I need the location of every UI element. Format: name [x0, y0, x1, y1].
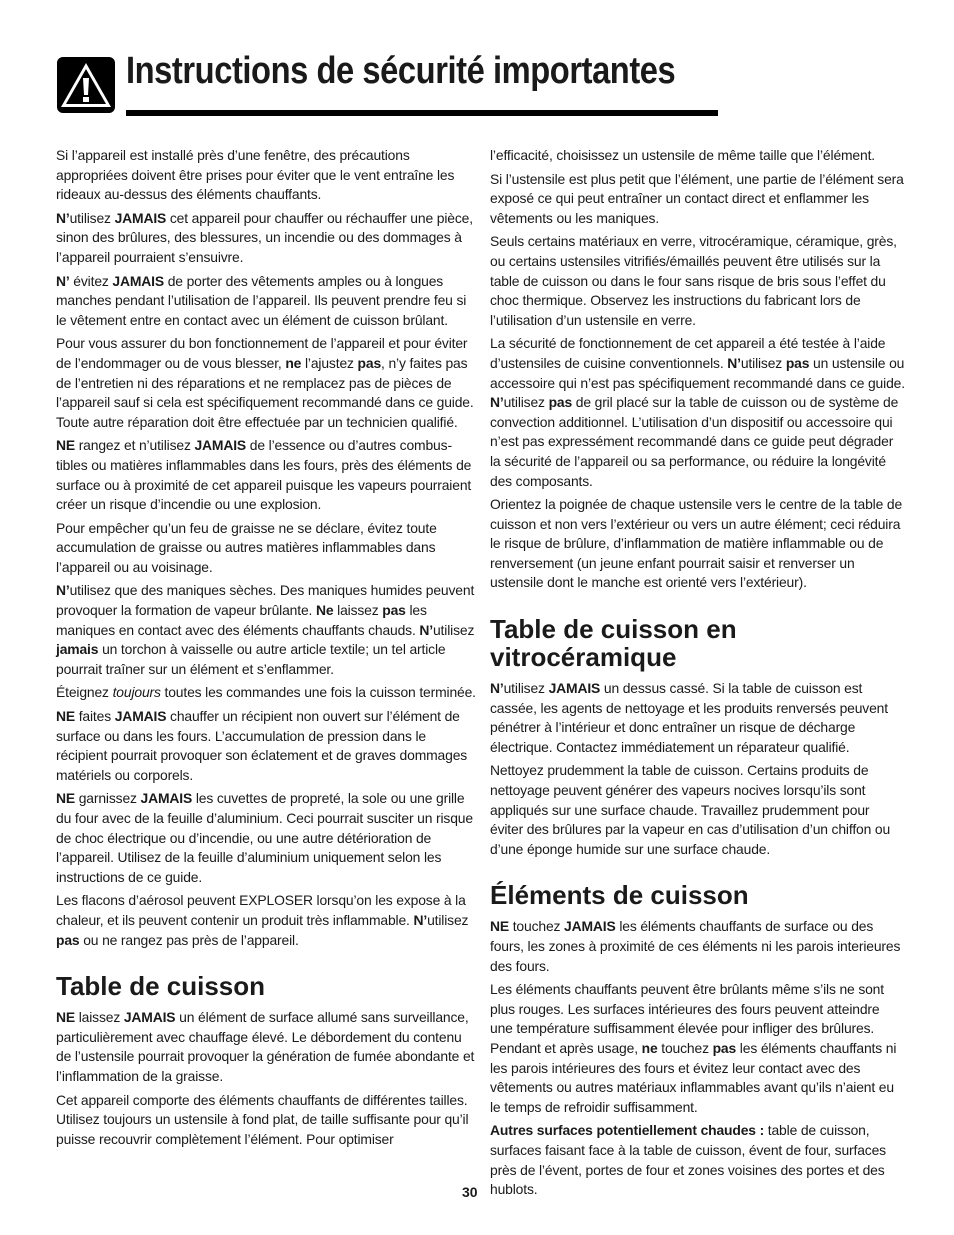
paragraph: N’utilisez JAMAIS un dessus cassé. Si la table de cuisson est cassée, les agents de nettoyage et les produits renversés peuvent pénétrer à l’intérieur et donc entraîner un risque de décharge électrique. Contactez immédiatement un réparateur qualifié. [490, 680, 888, 755]
left-column [56, 146, 476, 1153]
paragraph: N’ évitez JAMAIS de porter des vêtements amples ou à longues manches pendant l’utilisation de l’appareil. Ils peuvent prendre feu si le vêtement entre en contact avec un élément de cuisson brûlant. [56, 272, 467, 328]
paragraph: Orientez la poignée de chaque ustensile vers le centre de la table de cuisson et non vers l’extérieur ou vers un autre élément; ceci réduira le risque de brûlure, d’inflammation de matière inflammable ou de renversement (un jeune enfant pourrait saisir et renverser un ustensile dont le manche est orienté vers l’extérieur). [490, 496, 903, 591]
section-heading-elements-de-cuisson: Éléments de cuisson [490, 880, 749, 911]
right-column [490, 146, 905, 1204]
paragraph: La sécurité de fonctionnement de cet appareil a été testée à l’aide d’ustensiles de cuisine conventionnels. N’utilisez pas un ustensile ou accessoire qui n’est pas spécifiquement recommandé dans ce guide. N’utilisez pas de gril placé sur la table de cuisson ou de système de convection additionnel. L’utilisation d’un dispositif ou accessoire qui n’est pas expressément recommandé dans ce guide peut dégrader la sécurité de l’appareil ou sa performance, ou réduire la longévité des composants. [490, 335, 905, 489]
paragraph: Pour vous assurer du bon fonctionnement de l’appareil et pour éviter de l’endommager ou de vous blesser, ne l’ajustez pas, n’y faites pas de l’entretien ni des réparations et ne remplacez pas de pièces de l’appareil sauf si cela est spécifiquement recommandé dans ce guide. Toute autre réparation doit être effectuée par un technicien qualifié. [56, 335, 474, 430]
paragraph: Éteignez toujours toutes les commandes une fois la cuisson terminée. [56, 684, 476, 701]
paragraph: N’utilisez JAMAIS cet appareil pour chauffer ou réchauffer une pièce, sinon des brûlures, des blessures, un incendie ou des dommages à l’appareil pourraient s’ensuivre. [56, 209, 473, 265]
paragraph: Si l’ustensile est plus petit que l’élément, une partie de l’élément sera exposé ce qui peut entraîner un contact direct et enflammer les vêtements ou les maniques. [490, 170, 904, 226]
paragraph: NE faites JAMAIS chauffer un récipient non ouvert sur l’élément de surface ou dans les fours. L’accumulation de pression dans le récipient pourrait provoquer son éclatement et de graves dommages matériels ou corporels. [56, 708, 468, 783]
page-title: Instructions de sécurité importantes [126, 50, 676, 92]
section-heading-table-de-cuisson: Table de cuisson [56, 971, 266, 1002]
paragraph: NE rangez et n’utilisez JAMAIS de l’essence ou d’autres combustibles ou matières inflammables dans les fours, près des éléments de surface ou à proximité de cet appareil puisque les vapeurs pourraient créer un risque d’incendie ou une explosion. [56, 437, 472, 513]
paragraph: Si l’appareil est installé près d’une fenêtre, des précautions appropriées doivent être prises pour éviter que le vent entraîne les rideaux au-dessus des éléments chauffants. [56, 147, 455, 203]
paragraph: Pour empêcher qu’un feu de graisse ne se déclare, évitez toute accumulation de graisse ou autres matières inflammables dans l’appareil ou au voisinage. [56, 519, 437, 575]
title-rule [126, 110, 718, 116]
paragraph: N’utilisez que des maniques sèches. Des maniques humides peuvent provoquer la formation de vapeur brûlante. Ne laissez pas les maniques en contact avec des éléments chauffants chauds. N’utilisez jamais un torchon à vaisselle ou autre article textile; un tel article pourrait traîner sur un élément et s’enflammer. [56, 582, 475, 677]
paragraph: NE garnissez JAMAIS les cuvettes de propreté, la sole ou une grille du four avec de la feuille d’aluminium. Ceci pourrait susciter un risque de choc électrique ou d’incendie, ou une autre détérioration de l’appareil. Utilisez de la feuille d’aluminium uniquement selon les instructions de ce guide. [56, 790, 473, 885]
paragraph: NE touchez JAMAIS les éléments chauffants de surface ou des fours, les zones à proximité de ces éléments ni les parois interieures des fours. [490, 918, 901, 974]
paragraph: Autres surfaces potentiellement chaudes : table de cuisson, surfaces faisant face à la table de cuisson, évent de four, surfaces près de l’évent, portes de four et zones voisines des portes et des hublots. [490, 1122, 886, 1198]
warning-icon [56, 56, 116, 114]
paragraph: Les éléments chauffants peuvent être brûlants même s’ils ne sont plus rouges. Les surfaces intérieures des fours peuvent atteindre une température suffisamment élevée pour infliger des brûlures. Pendant et après usage, ne touchez pas les éléments chauffants ni les parois intérieures des fours et évitez leur contact avec des vêtements ou autres matériaux inflammables avant qu’ils n’aient eu le temps de refroidir suffisamment. [490, 981, 897, 1115]
page-number: 30 [462, 1184, 478, 1200]
page-header [56, 48, 718, 120]
paragraph: l’efficacité, choisissez un ustensile de même taille que l’élément. [490, 147, 876, 163]
paragraph: Cet appareil comporte des éléments chauffants de différentes tailles. Utilisez toujours un ustensile à fond plat, de taille suffisante pour qu’il puisse recouvrir complètement l’élément. Pour optimiser [56, 1091, 469, 1147]
paragraph: Seuls certains matériaux en verre, vitrocéramique, céramique, grès, ou certains ustensiles vitrifiés/émaillés peuvent être utilisés sur la table de cuisson ou dans le four sans risque de bris sous l’effet du choc thermique. Observez les instructions du fabricant lors de l’utilisation d’un ustensile en verre. [490, 233, 897, 328]
paragraph: Nettoyez prudemment la table de cuisson. Certains produits de nettoyage peuvent générer des vapeurs nocives lorsqu’ils sont appliqués sur une surface chaude. Travaillez prudemment pour éviter des brûlures par la vapeur en cas d’utilisation d’un chiffon ou d’une éponge humide sur une surface chaude. [490, 762, 891, 857]
paragraph: NE laissez JAMAIS un élément de surface allumé sans surveillance, particulièrement avec chauffage élevé. Le débordement du contenu de l’ustensile pourrait provoquer la génération de fumée abondante et l’inflammation de la graisse. [56, 1009, 475, 1084]
section-heading-vitroceramique: Table de cuisson en vitrocéramique [490, 614, 737, 673]
paragraph: Les flacons d’aérosol peuvent EXPLOSER lorsqu’on les expose à la chaleur, et ils peuvent contenir un produit très inflammable. N’utilisez pas ou ne rangez pas près de l’appareil. [56, 892, 469, 948]
